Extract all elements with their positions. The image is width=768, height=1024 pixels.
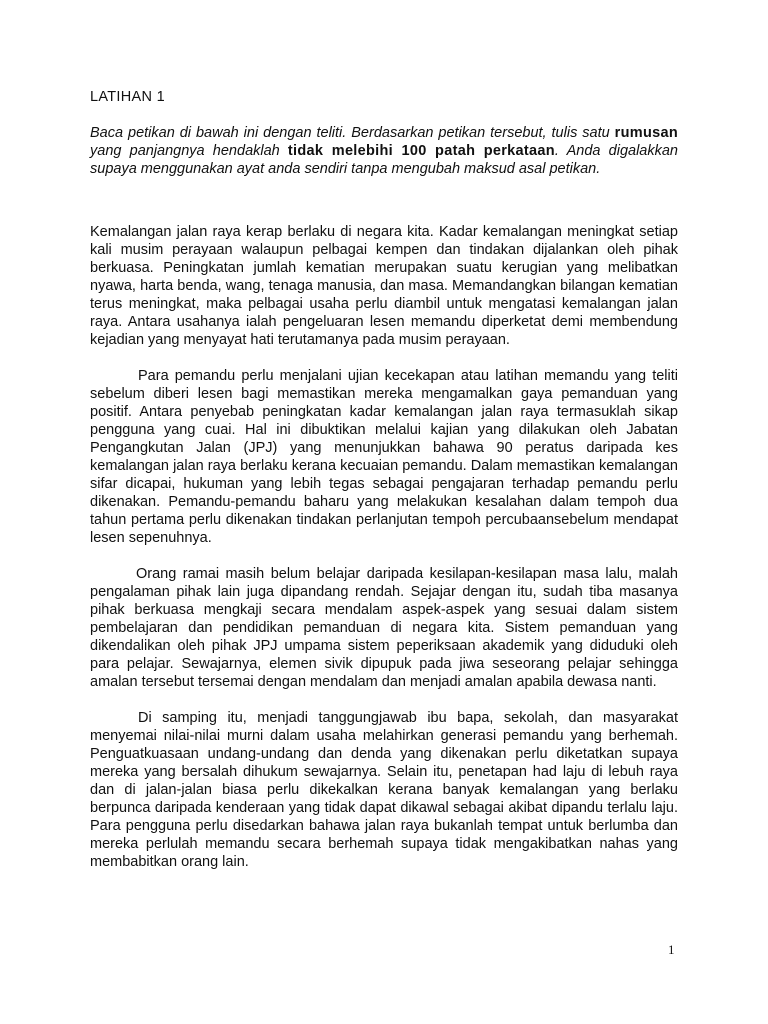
instructions-part-3: . Anda digalakkan supaya menggunakan ayat anda sendiri tanpa mengubah maksud asal petikan. bbox=[90, 143, 678, 177]
exercise-title: LATIHAN 1 bbox=[90, 89, 165, 105]
passage-paragraph-4: Di samping itu, menjadi tanggungjawab ibu bapa, sekolah, dan masyarakat menyemai nilai-nilai murni dalam usaha melahirkan generasi pemandu yang berhemah. Penguatkuasaan undang-undang dan denda yang dikenakan perlu diketatkan supaya mereka yang bersalah dihukum sewajarnya. Selain itu, penetapan had laju di lebuh raya dan di jalan-jalan biasa perlu dikekalkan kerana banyak kemalangan yang berlaku berpunca daripada kenderaan yang tidak dapat dikawal sebagai akibat dipandu terlalu laju. Para pengguna perlu disedarkan bahawa jalan raya bukanlah tempat untuk berlumba dan mereka perlulah memandu secara berhemah supaya tidak mengakibatkan nahas yang membabitkan orang lain. bbox=[90, 710, 678, 870]
page-number: 1 bbox=[668, 942, 675, 957]
passage-paragraph-3: Orang ramai masih belum belajar daripada kesilapan-kesilapan masa lalu, malah pengalaman pihak lain juga dipandang rendah. Sejajar dengan itu, sudah tiba masanya pihak berkuasa mengkaji secara mendalam aspek-aspek yang sesuai dalam sistem pembelajaran dan pendidikan pemanduan di negara kita. Sistem pemanduan yang dikendalikan oleh pihak JPJ umpama sistem peperiksaan akademik yang diduduki oleh para pelajar. Sewajarnya, elemen sivik dipupuk pada jiwa seseorang pelajar sehingga amalan tersebut tersemai dengan mendalam dan menjadi amalan apabila dewasa nanti. bbox=[90, 566, 678, 690]
instructions-bold-word-limit: tidak melebihi 100 patah perkataan bbox=[287, 143, 555, 159]
document-body bbox=[90, 88, 678, 889]
instructions-bold-summary: rumusan bbox=[614, 125, 678, 141]
passage-paragraph-1: Kemalangan jalan raya kerap berlaku di negara kita. Kadar kemalangan meningkat setiap kali musim perayaan walaupun pelbagai kempen dan tindakan dijalankan oleh pihak berkuasa. Peningkatan jumlah kematian merupakan suatu kerugian yang melibatkan nyawa, harta benda, wang, tenaga manusia, dan masa. Memandangkan bilangan kematian terus meningkat, maka pelbagai usaha perlu diambil untuk mengatasi kemalangan jalan raya. Antara usahanya ialah pengeluaran lesen memandu diperketat demi membendung kejadian yang menyayat hati terutamanya pada musim perayaan. bbox=[90, 224, 678, 348]
instructions-part-1: Baca petikan di bawah ini dengan teliti. Berdasarkan petikan tersebut, tulis satu bbox=[90, 125, 615, 141]
instructions-text bbox=[90, 124, 678, 178]
passage-paragraph-2: Para pemandu perlu menjalani ujian kecekapan atau latihan memandu yang teliti sebelum diberi lesen bagi memastikan mereka mengamalkan gaya pemanduan yang positif. Antara penyebab peningkatan kadar kemalangan jalan raya termasuklah sikap pengguna yang cuai. Hal ini dibuktikan melalui kajian yang dilakukan oleh Jabatan Pengangkutan Jalan (JPJ) yang menunjukkan bahawa 90 peratus daripada kes kemalangan jalan raya berlaku kerana kecuaian pemandu. Dalam memastikan kemalangan sifar dicapai, hukuman yang lebih tegas sebagai pengajaran terhadap pemandu perlu dikenakan. Pemandu-pemandu baharu yang melakukan kesalahan dalam tempoh dua tahun pertama perlu dikenakan tindakan perlanjutan tempoh percubaansebelum mendapat lesen sepenuhnya. bbox=[90, 368, 678, 546]
instructions-part-2: yang panjangnya hendaklah bbox=[90, 143, 288, 159]
